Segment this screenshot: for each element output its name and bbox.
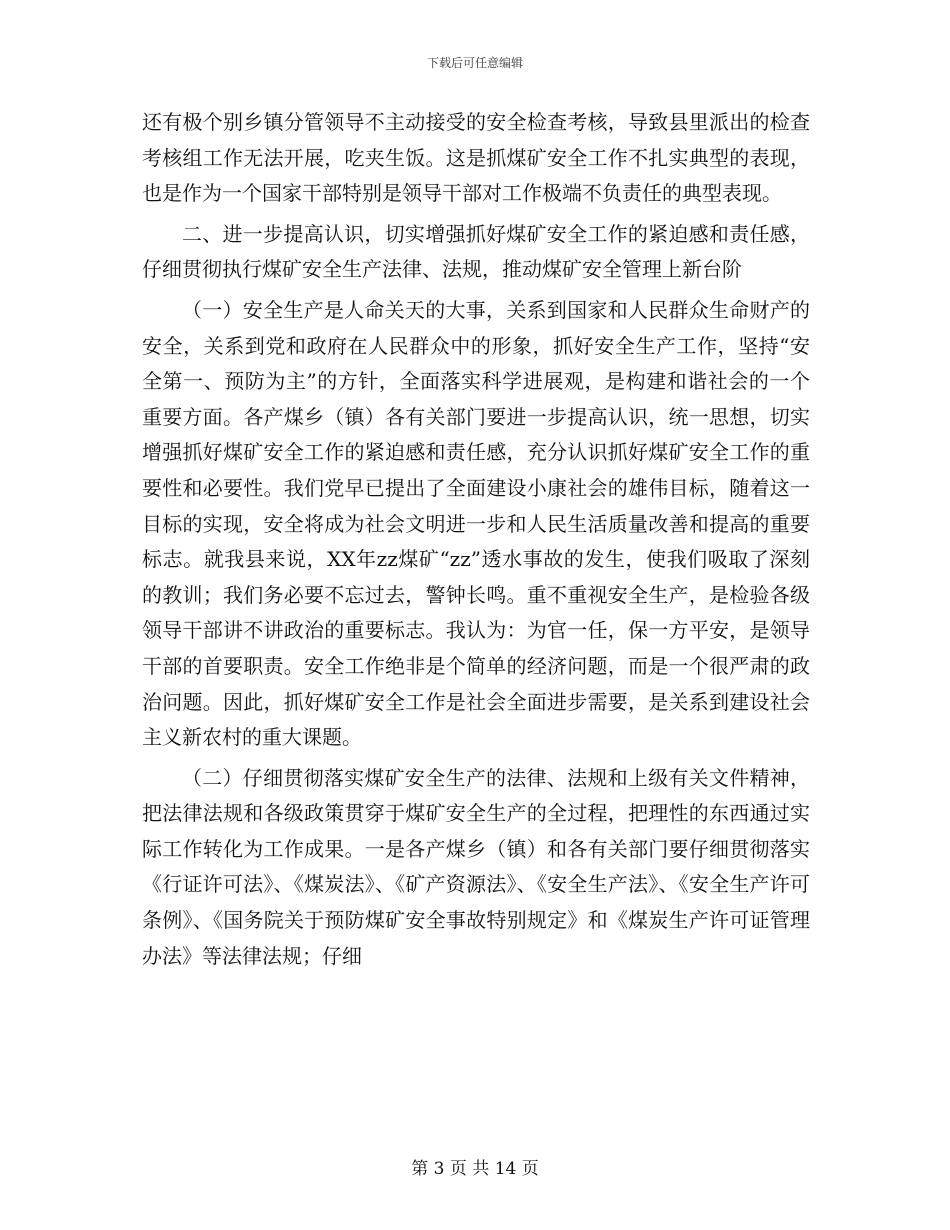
page-header-note: 下载后可任意编辑 [426, 56, 523, 70]
paragraph-continuation: 还有极个别乡镇分管领导不主动接受的安全检查考核，导致县里派出的检查考核组工作无法开展，吃夹生饭。这是抓煤矿安全工作不扎实典型的表现，也是作为一个国家干部特别是领导干部对工作极端不负责任的典型表现。 [142, 110, 810, 206]
section-heading-two: 二、进一步提高认识，切实增强抓好煤矿安全工作的紧迫感和责任感，仔细贯彻执行煤矿安全生产法律、法规，推动煤矿安全管理上新台阶 [142, 221, 810, 282]
document-body [142, 105, 810, 979]
paragraph-subsection-two: （二）仔细贯彻落实煤矿安全生产的法律、法规和上级有关文件精神，把法律法规和各级政策贯穿于煤矿安全生产的全过程，把理性的东西通过实际工作转化为工作成果。一是各产煤乡（镇）和各有关部门要仔细贯彻落实《行证许可法》、《煤炭法》、《矿产资源法》、《安全生产法》、《安全生产许可条例》、《国务院关于预防煤矿安全事故特别规定》和《煤炭生产许可证管理办法》等法律法规；仔细 [142, 765, 810, 968]
paragraph-subsection-one: （一）安全生产是人命关天的大事，关系到国家和人民群众生命财产的安全，关系到党和政府在人民群众中的形象，抓好安全生产工作，坚持“安全第一、预防为主”的方针，全面落实科学进展观，是构建和谐社会的一个重要方面。各产煤乡（镇）各有关部门要进一步提高认识，统一思想，切实增强抓好煤矿安全工作的紧迫感和责任感，充分认识抓好煤矿安全工作的重要性和必要性。我们党早已提出了全面建设小康社会的雄伟目标，随着这一目标的实现，安全将成为社会文明进一步和人民生活质量改善和提高的重要标志。就我县来说，XX年zz煤矿“zz”透水事故的发生，使我们吸取了深刻的教训；我们务必要不忘过去，警钟长鸣。重不重视安全生产，是检验各级领导干部讲不讲政治的重要标志。我认为：为官一任，保一方平安，是领导干部的首要职责。安全工作绝非是个简单的经济问题，而是一个很严肃的政治问题。因此，抓好煤矿安全工作是社会全面进步需要，是关系到建设社会主义新农村的重大课题。 [142, 297, 810, 750]
page-number-footer: 第 3 页 共 14 页 [411, 1159, 539, 1179]
